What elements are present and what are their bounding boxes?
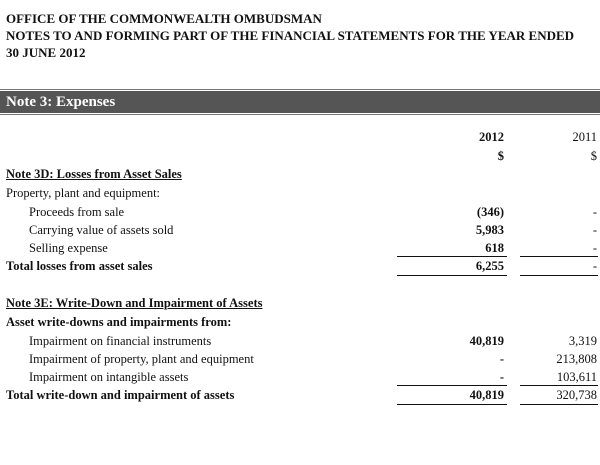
column-unit-2011: $ [590,149,597,163]
column-header-2011: 2011 [572,130,597,144]
total-rule-2011 [520,404,598,405]
banner-top-rule [0,89,600,90]
row-label: Selling expense [29,241,108,255]
note-title-banner: Note 3: Expenses [0,91,600,113]
total-rule-2012 [397,404,507,405]
row-value-2012: - [499,370,504,384]
note-3d-subheading: Property, plant and equipment: [6,186,161,200]
row-value-2011: - [592,241,597,255]
total-label: Total write-down and impairment of assets [6,388,235,402]
row-value-2011: - [592,223,597,237]
row-label: Impairment on financial instruments [29,334,212,348]
row-value-2012: 618 [485,241,504,255]
row-label: Proceeds from sale [29,205,125,219]
row-value-2011: - [592,205,597,219]
column-header-2012: 2012 [479,130,504,144]
row-value-2012: - [499,352,504,366]
note-3e-title: Note 3E: Write-Down and Impairment of Assets [6,296,263,310]
note-3e-subheading: Asset write-downs and impairments from: [6,315,232,329]
total-rule-2012 [397,275,507,276]
row-label: Impairment of property, plant and equipment [29,352,254,366]
header-line-1: OFFICE OF THE COMMONWEALTH OMBUDSMAN [6,11,322,26]
total-value-2012: 40,819 [469,388,504,402]
total-value-2012: 6,255 [475,259,504,273]
row-value-2012: (346) [476,205,504,219]
document-header [6,10,574,61]
banner-bottom-rule [0,114,600,115]
column-unit-2012: $ [497,149,504,163]
subtotal-rule-2012 [397,256,507,257]
total-rule-2011 [520,275,598,276]
row-value-2011: 213,808 [556,352,597,366]
header-line-2: NOTES TO AND FORMING PART OF THE FINANCIAL STATEMENTS FOR THE YEAR ENDED [6,28,575,43]
subtotal-rule-2011 [520,256,598,257]
row-value-2011: 103,611 [556,370,597,384]
row-value-2011: 3,319 [568,334,597,348]
header-line-3: 30 JUNE 2012 [6,45,86,60]
subtotal-rule-2011 [520,385,598,386]
total-label: Total losses from asset sales [6,259,153,273]
note-3d-title: Note 3D: Losses from Asset Sales [6,167,182,181]
row-value-2012: 5,983 [475,223,504,237]
total-value-2011: 320,738 [556,388,597,402]
row-label: Impairment on intangible assets [29,370,189,384]
subtotal-rule-2012 [397,385,507,386]
total-value-2011: - [592,259,597,273]
row-label: Carrying value of assets sold [29,223,174,237]
row-value-2012: 40,819 [469,334,504,348]
